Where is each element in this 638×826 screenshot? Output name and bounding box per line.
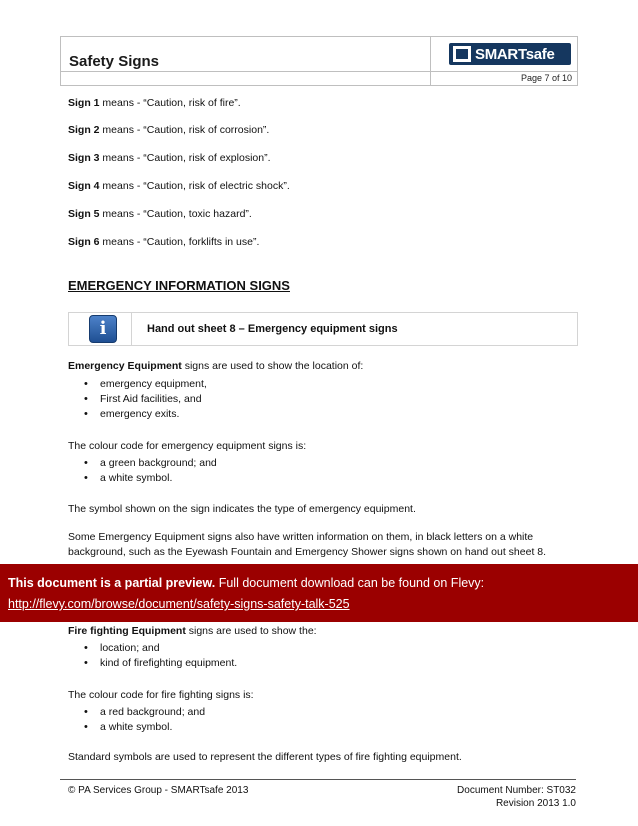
download-link[interactable]: http://flevy.com/browse/document/safety-signs-safety-talk-525: [8, 597, 350, 611]
sign-meaning: Sign 3 means - “Caution, risk of explosion”.: [68, 152, 271, 164]
page-number: Page 7 of 10: [520, 73, 572, 83]
list-item: • emergency equipment,: [84, 377, 207, 392]
sign-meaning: Sign 2 means - “Caution, risk of corrosion”.: [68, 124, 270, 136]
header-divider: [430, 37, 431, 85]
preview-banner: [0, 564, 638, 622]
preview-notice: This document is a partial preview. Full document download can be found on Flevy:: [8, 576, 485, 590]
list-item: • a white symbol.: [84, 471, 217, 486]
standard-symbols-text: Standard symbols are used to represent the different types of fire fighting equipment.: [68, 751, 462, 763]
emergency-colour-list: [84, 456, 217, 486]
sign-meaning: Sign 5 means - “Caution, toxic hazard”.: [68, 208, 252, 220]
sign-meaning: Sign 1 means - “Caution, risk of fire”.: [68, 97, 241, 109]
written-info-text: background, such as the Eyewash Fountain and Emergency Shower signs shown on hand out sheet 8.: [68, 546, 547, 558]
smartsafe-logo: [449, 43, 571, 65]
list-item: • a red background; and: [84, 705, 205, 720]
header-divider: [61, 71, 577, 72]
footer-divider: [60, 779, 576, 780]
handout-divider: [131, 313, 132, 345]
sign-meaning: Sign 4 means - “Caution, risk of electric shock”.: [68, 180, 290, 192]
handout-label: Hand out sheet 8 – Emergency equipment signs: [147, 323, 398, 335]
list-item: • First Aid facilities, and: [84, 392, 207, 407]
sign-meaning: Sign 6 means - “Caution, forklifts in use”.: [68, 236, 260, 248]
fire-intro: Fire fighting Equipment signs are used to show the:: [68, 625, 317, 637]
page-header: [60, 36, 578, 86]
document-title: Safety Signs: [69, 53, 160, 70]
handout-box: [68, 312, 578, 346]
info-icon: i: [89, 315, 117, 343]
list-item: • kind of firefighting equipment.: [84, 656, 237, 671]
footer-copyright: © PA Services Group - SMARTsafe 2013: [68, 785, 249, 796]
footer-doc-number: Document Number: ST032: [457, 785, 576, 796]
list-item: • a white symbol.: [84, 720, 205, 735]
list-item: • a green background; and: [84, 456, 217, 471]
footer-revision: Revision 2013 1.0: [495, 798, 576, 809]
written-info-text: Some Emergency Equipment signs also have written information on them, in black letters on a white: [68, 531, 534, 543]
logo-s-icon: [453, 46, 471, 62]
fire-item-list: [84, 641, 237, 671]
list-item: • emergency exits.: [84, 407, 207, 422]
emergency-intro: Emergency Equipment signs are used to show the location of:: [68, 360, 364, 372]
emergency-location-list: [84, 377, 207, 422]
list-item: • location; and: [84, 641, 237, 656]
emergency-colour-intro: The colour code for emergency equipment signs is:: [68, 440, 307, 452]
fire-colour-intro: The colour code for fire fighting signs is:: [68, 689, 254, 701]
section-heading: EMERGENCY INFORMATION SIGNS: [68, 278, 290, 293]
fire-colour-list: [84, 705, 205, 735]
logo-text: SMARTsafe: [475, 46, 555, 63]
symbol-text: The symbol shown on the sign indicates the type of emergency equipment.: [68, 503, 416, 515]
